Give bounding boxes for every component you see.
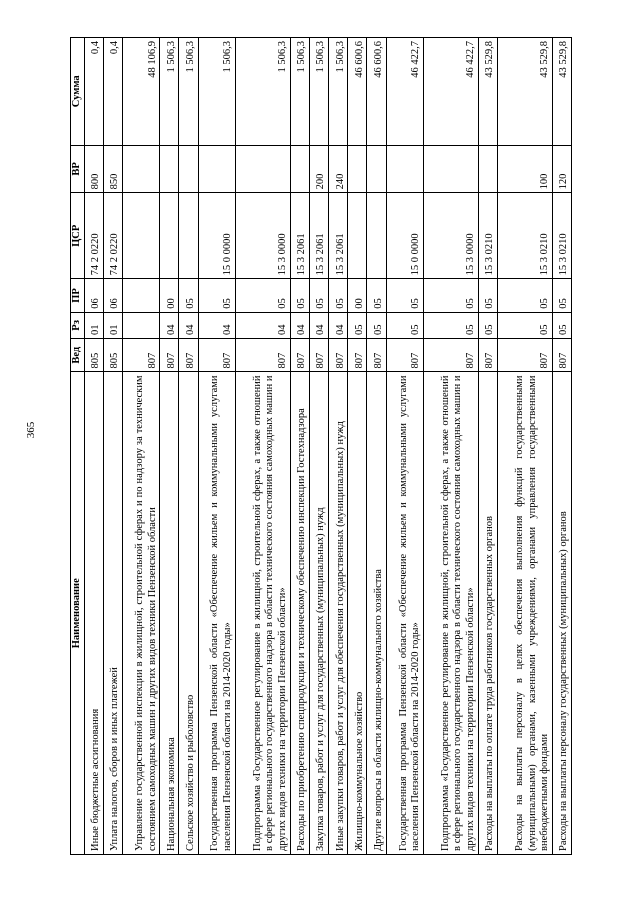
cell-rz: 04 bbox=[309, 312, 328, 338]
cell-rz: 04 bbox=[179, 312, 198, 338]
cell-csr: 15 0 0000 bbox=[386, 193, 423, 279]
cell-ved: 807 bbox=[328, 339, 347, 372]
cell-name: Жилищно-коммунальное хозяйство bbox=[348, 372, 367, 855]
header-ved: Вед bbox=[71, 339, 85, 372]
table-row bbox=[309, 38, 328, 855]
cell-csr: 74 2 0220 bbox=[84, 193, 103, 279]
cell-sum: 1 506,3 bbox=[198, 38, 235, 146]
cell-rz: 04 bbox=[290, 312, 309, 338]
cell-ved: 807 bbox=[198, 339, 235, 372]
cell-csr: 15 3 0210 bbox=[497, 193, 552, 279]
cell-pr bbox=[123, 279, 160, 312]
cell-sum: 43 529,8 bbox=[552, 38, 571, 146]
cell-ved: 807 bbox=[367, 339, 386, 372]
cell-rz: 04 bbox=[328, 312, 347, 338]
cell-pr: 05 bbox=[235, 279, 290, 312]
cell-rz: 05 bbox=[386, 312, 423, 338]
cell-csr: 15 3 0000 bbox=[423, 193, 478, 279]
cell-csr bbox=[123, 193, 160, 279]
cell-name: Расходы на выплаты по оплате труда работников государственных органов bbox=[478, 372, 497, 855]
table-row bbox=[235, 38, 290, 855]
cell-csr: 15 3 2061 bbox=[328, 193, 347, 279]
cell-pr: 00 bbox=[160, 279, 179, 312]
cell-vr bbox=[123, 145, 160, 193]
cell-ved: 807 bbox=[309, 339, 328, 372]
header-rz: Рз bbox=[71, 312, 85, 338]
table-row bbox=[123, 38, 160, 855]
cell-ved: 807 bbox=[160, 339, 179, 372]
table-row bbox=[328, 38, 347, 855]
cell-vr bbox=[348, 145, 367, 193]
cell-sum: 0,4 bbox=[84, 38, 103, 146]
cell-rz bbox=[123, 312, 160, 338]
cell-sum: 46 422,7 bbox=[423, 38, 478, 146]
cell-name: Управление государственной инспекции в жилищной, строительной сферах и по надзору за техническим состоянием самоходных машин и других видов техники Пензенской области bbox=[123, 372, 160, 855]
cell-ved: 805 bbox=[84, 339, 103, 372]
cell-sum: 1 506,3 bbox=[160, 38, 179, 146]
cell-sum: 43 529,8 bbox=[478, 38, 497, 146]
header-sum: Сумма bbox=[71, 38, 85, 146]
cell-pr: 06 bbox=[84, 279, 103, 312]
cell-ved: 807 bbox=[179, 339, 198, 372]
cell-vr: 800 bbox=[84, 145, 103, 193]
cell-rz: 04 bbox=[198, 312, 235, 338]
page-number: 365 bbox=[25, 421, 37, 439]
cell-vr bbox=[179, 145, 198, 193]
table-row bbox=[160, 38, 179, 855]
cell-vr: 100 bbox=[497, 145, 552, 193]
cell-name: Национальная экономика bbox=[160, 372, 179, 855]
table-row bbox=[367, 38, 386, 855]
cell-sum: 1 506,3 bbox=[328, 38, 347, 146]
cell-vr bbox=[198, 145, 235, 193]
cell-rz: 01 bbox=[84, 312, 103, 338]
cell-csr: 74 2 0220 bbox=[103, 193, 122, 279]
cell-ved: 807 bbox=[235, 339, 290, 372]
table-row bbox=[478, 38, 497, 855]
cell-name: Государственная программа Пензенской области «Обеспечение жильем и коммунальными услугами населения Пензенской области на 2014-2020 годы» bbox=[198, 372, 235, 855]
rotated-table-container bbox=[70, 37, 572, 855]
cell-rz: 05 bbox=[367, 312, 386, 338]
cell-pr: 05 bbox=[552, 279, 571, 312]
cell-pr: 05 bbox=[478, 279, 497, 312]
cell-name: Расходы по приобретению спецпродукции и техническому обеспечению инспекции Гостехнадзора bbox=[290, 372, 309, 855]
table-row bbox=[348, 38, 367, 855]
cell-vr bbox=[235, 145, 290, 193]
cell-vr bbox=[160, 145, 179, 193]
cell-csr: 15 3 0210 bbox=[478, 193, 497, 279]
cell-csr: 15 3 2061 bbox=[290, 193, 309, 279]
table-row bbox=[103, 38, 122, 855]
cell-name: Закупка товаров, работ и услуг для государственных (муниципальных) нужд bbox=[309, 372, 328, 855]
cell-sum: 46 600,6 bbox=[367, 38, 386, 146]
table-row bbox=[386, 38, 423, 855]
cell-name: Расходы на выплаты персоналу в целях обеспечения выполнения функций государственными (муниципальными) органами, казенными учреждениями, органами управления государственными внебюджетными фондами bbox=[497, 372, 552, 855]
cell-csr: 15 3 0210 bbox=[552, 193, 571, 279]
cell-vr bbox=[290, 145, 309, 193]
cell-csr: 15 3 0000 bbox=[235, 193, 290, 279]
cell-pr: 05 bbox=[328, 279, 347, 312]
cell-ved: 807 bbox=[290, 339, 309, 372]
cell-name: Подпрограмма «Государственное регулирование в жилищной, строительной сферах, а также отношений в сфере регионального государственного надзора в области технического состояния самоходных машин и других видов техники на территории Пензенской области» bbox=[235, 372, 290, 855]
cell-pr: 05 bbox=[198, 279, 235, 312]
cell-ved: 805 bbox=[103, 339, 122, 372]
cell-ved: 807 bbox=[123, 339, 160, 372]
cell-ved: 807 bbox=[423, 339, 478, 372]
cell-name: Другие вопросы в области жилищно-коммунального хозяйства bbox=[367, 372, 386, 855]
table-row bbox=[552, 38, 571, 855]
cell-rz: 01 bbox=[103, 312, 122, 338]
cell-rz: 05 bbox=[478, 312, 497, 338]
cell-rz: 05 bbox=[348, 312, 367, 338]
cell-csr: 15 3 2061 bbox=[309, 193, 328, 279]
cell-name: Уплата налогов, сборов и иных платежей bbox=[103, 372, 122, 855]
cell-sum: 1 506,3 bbox=[290, 38, 309, 146]
table-row bbox=[290, 38, 309, 855]
cell-vr bbox=[367, 145, 386, 193]
cell-ved: 807 bbox=[386, 339, 423, 372]
cell-name: Подпрограмма «Государственное регулирование в жилищной, строительной сферах, а также отношений в сфере регионального государственного надзора в области технического состояния самоходных машин и других видов техники на территории Пензенской области» bbox=[423, 372, 478, 855]
cell-pr: 05 bbox=[309, 279, 328, 312]
cell-pr: 00 bbox=[348, 279, 367, 312]
cell-sum: 46 600,6 bbox=[348, 38, 367, 146]
cell-vr bbox=[423, 145, 478, 193]
cell-ved: 807 bbox=[497, 339, 552, 372]
cell-name: Сельское хозяйство и рыболовство bbox=[179, 372, 198, 855]
budget-table bbox=[70, 37, 572, 855]
cell-ved: 807 bbox=[348, 339, 367, 372]
table-body bbox=[84, 38, 571, 855]
cell-csr bbox=[348, 193, 367, 279]
cell-rz: 05 bbox=[497, 312, 552, 338]
header-vr: ВР bbox=[71, 145, 85, 193]
header-csr: ЦСР bbox=[71, 193, 85, 279]
table-header-row bbox=[71, 38, 85, 855]
table-row bbox=[497, 38, 552, 855]
cell-vr bbox=[478, 145, 497, 193]
cell-vr: 850 bbox=[103, 145, 122, 193]
cell-csr bbox=[160, 193, 179, 279]
cell-csr: 15 0 0000 bbox=[198, 193, 235, 279]
cell-pr: 05 bbox=[423, 279, 478, 312]
cell-sum: 48 106,9 bbox=[123, 38, 160, 146]
table-row bbox=[179, 38, 198, 855]
cell-csr bbox=[367, 193, 386, 279]
cell-csr bbox=[179, 193, 198, 279]
cell-sum: 43 529,8 bbox=[497, 38, 552, 146]
cell-vr: 240 bbox=[328, 145, 347, 193]
cell-rz: 04 bbox=[235, 312, 290, 338]
cell-rz: 05 bbox=[423, 312, 478, 338]
cell-name: Расходы на выплаты персоналу государственных (муниципальных) органов bbox=[552, 372, 571, 855]
cell-sum: 1 506,3 bbox=[235, 38, 290, 146]
cell-sum: 46 422,7 bbox=[386, 38, 423, 146]
table-row bbox=[198, 38, 235, 855]
cell-pr: 05 bbox=[386, 279, 423, 312]
cell-pr: 05 bbox=[179, 279, 198, 312]
cell-vr: 120 bbox=[552, 145, 571, 193]
cell-name: Иные закупки товаров, работ и услуг для обеспечения государственных (муниципальных) нужд bbox=[328, 372, 347, 855]
cell-vr bbox=[386, 145, 423, 193]
cell-pr: 06 bbox=[103, 279, 122, 312]
cell-name: Иные бюджетные ассигнования bbox=[84, 372, 103, 855]
header-pr: ПР bbox=[71, 279, 85, 312]
cell-pr: 05 bbox=[290, 279, 309, 312]
cell-rz: 04 bbox=[160, 312, 179, 338]
cell-sum: 0,4 bbox=[103, 38, 122, 146]
table-row bbox=[423, 38, 478, 855]
table-row bbox=[84, 38, 103, 855]
cell-name: Государственная программа Пензенской области «Обеспечение жильем и коммунальными услугами населения Пензенской области на 2014-2020 годы» bbox=[386, 372, 423, 855]
cell-pr: 05 bbox=[367, 279, 386, 312]
cell-rz: 05 bbox=[552, 312, 571, 338]
cell-ved: 807 bbox=[552, 339, 571, 372]
header-name: Наименование bbox=[71, 372, 85, 855]
cell-sum: 1 506,3 bbox=[309, 38, 328, 146]
cell-pr: 05 bbox=[497, 279, 552, 312]
cell-sum: 1 506,3 bbox=[179, 38, 198, 146]
cell-ved: 807 bbox=[478, 339, 497, 372]
cell-vr: 200 bbox=[309, 145, 328, 193]
